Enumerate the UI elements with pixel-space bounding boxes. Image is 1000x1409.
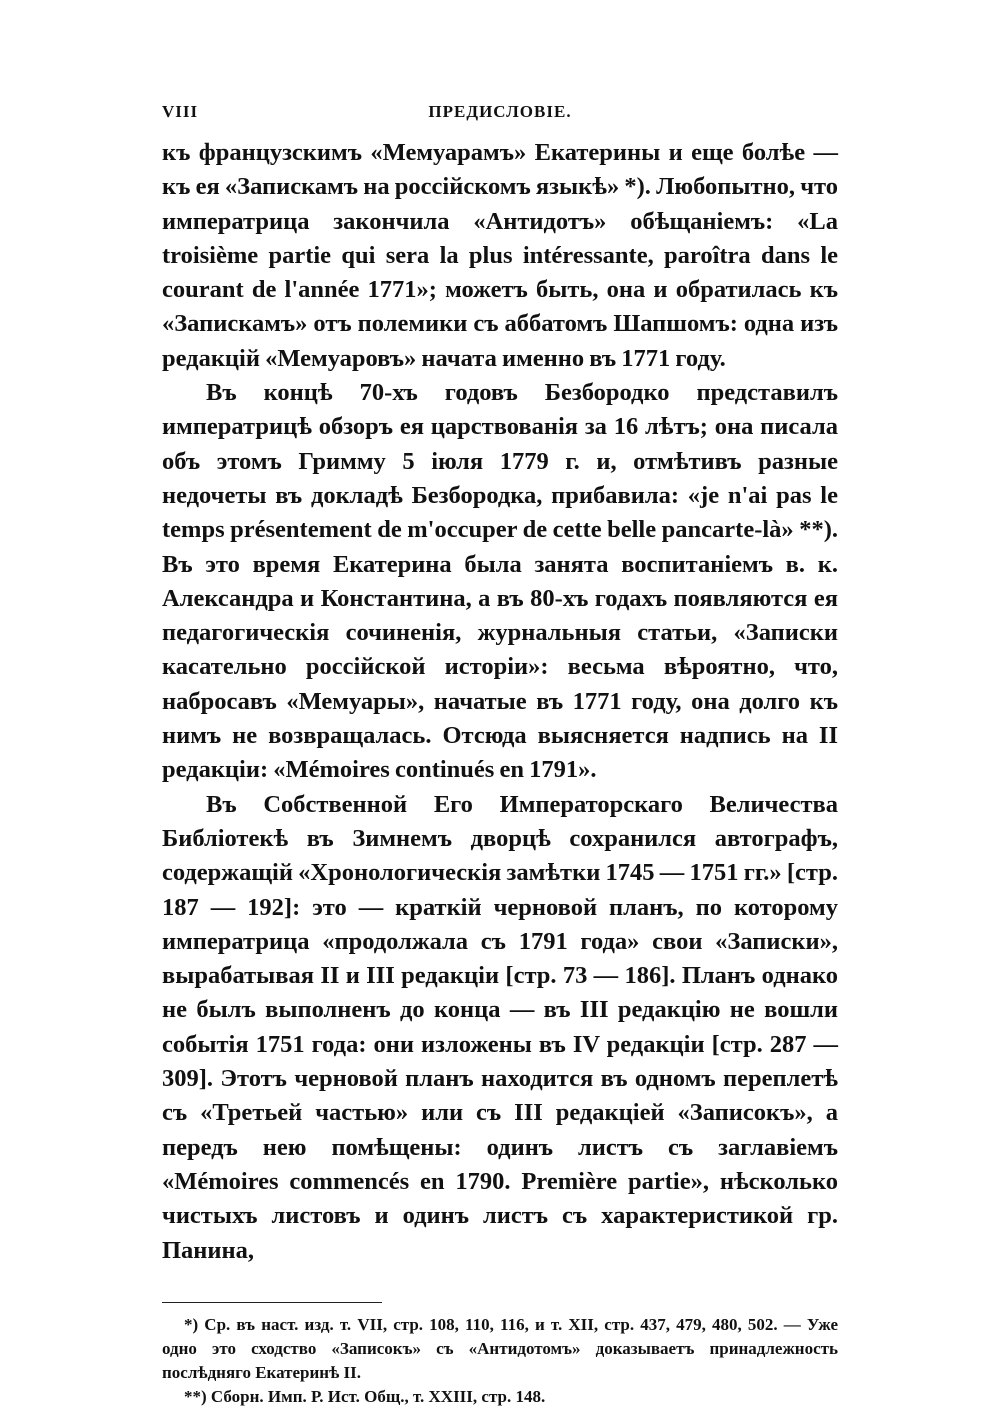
footnote: *) Ср. въ наст. изд. т. VII, стр. 108, 110, 116, и т. XII, стр. 437, 479, 480, 502. — Уже одно это сходство «Записокъ» съ «Антидотомъ» доказываетъ принадлежность послѣдняго Екатеринѣ II. bbox=[162, 1314, 838, 1382]
header-title: ПРЕДИСЛОВIЕ. bbox=[428, 102, 572, 121]
body-text bbox=[162, 136, 838, 1268]
footnotes bbox=[162, 1313, 838, 1409]
paragraph-continuation: къ французскимъ «Мемуарамъ» Екатерины и еще болѣе — къ ея «Запискамъ на россiйскомъ языкѣ» *). Любопытно, что императрица закончила «Антидотъ» обѣщанiемъ: «La troisième partie qui sera la plus intéressante, paroîtra dans le courant de l'année 1771»; можетъ быть, она и обратилась къ «Запискамъ» отъ полемики съ аббатомъ Шапшомъ: одна изъ редакцiй «Мемуаровъ» начата именно въ 1771 году. bbox=[162, 139, 838, 372]
page bbox=[162, 100, 838, 1409]
running-head bbox=[162, 100, 838, 136]
footnote: **) Сборн. Имп. Р. Ист. Общ., т. XXIII, стр. 148. bbox=[184, 1386, 546, 1406]
page-number: VIII bbox=[162, 102, 199, 121]
footnote-divider bbox=[162, 1302, 382, 1303]
paragraph: Въ концѣ 70-хъ годовъ Безбородко представилъ императрицѣ обзоръ ея царствованiя за 16 лѣтъ; она писала объ этомъ Гримму 5 iюля 1779 г. и, отмѣтивъ разные недочеты въ докладѣ Безбородка, прибавила: «je n'ai pas le temps présentement de m'occuper de cette belle pancarte-là» **). Въ это время Екатерина была занята воспитанiемъ в. к. Александра и Константина, а въ 80-хъ годахъ появляются ея педагогическiя сочиненiя, журнальныя статьи, «Записки касательно россiйской исторiи»: весьма вѣроятно, что, набросавъ «Мемуары», начатые въ 1771 году, она долго къ нимъ не возвращалась. Отсюда выясняется надпись на II редакцiи: «Mémoires continués en 1791». bbox=[162, 379, 838, 784]
paragraph: Въ Собственной Его Императорскаго Величества Библiотекѣ въ Зимнемъ дворцѣ сохранился автографъ, содержащiй «Хронологическiя замѣтки 1745 — 1751 гг.» [стр. 187 — 192]: это — краткiй черновой планъ, по которому императрица «продолжала съ 1791 года» свои «Записки», вырабатывая II и III редакцiи [стр. 73 — 186]. Планъ однако не былъ выполненъ до конца — въ III редакцiю не вошли событiя 1751 года: они изложены въ IV редакцiи [стр. 287 — 309]. Этотъ черновой планъ находится въ одномъ переплетѣ съ «Третьей частью» или съ III редакцiей «Записокъ», а передъ нею помѣщены: одинъ листъ съ заглавiемъ «Mémoires commencés en 1790. Première partie», нѣсколько чистыхъ листовъ и одинъ листъ съ характеристикой гр. Панина, bbox=[162, 790, 838, 1264]
